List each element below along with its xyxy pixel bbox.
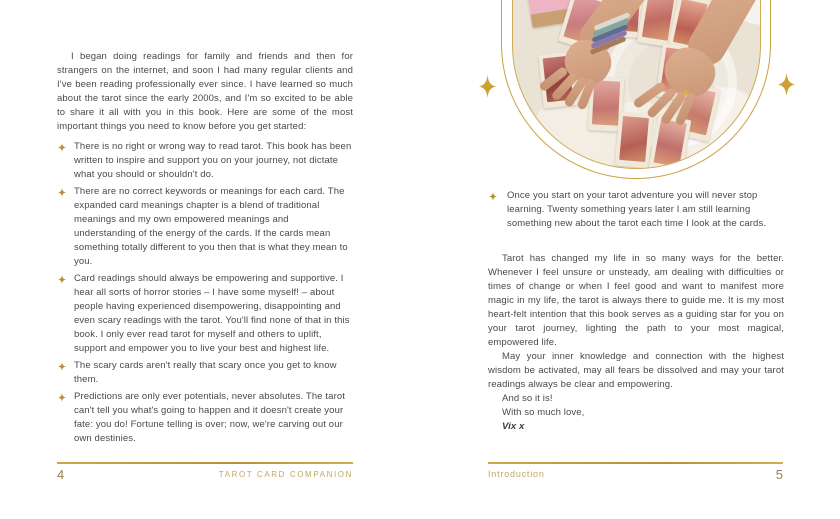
sparkle-bullet-icon xyxy=(58,362,66,376)
right-page-bullet xyxy=(488,189,784,231)
footer-rule xyxy=(57,462,353,464)
list-item-text: Predictions are only ever potentials, never absolutes. The tarot can't tell you what's going to happen and it doesn't create your fate: you do! Fortune telling is over; now, we're carving out our own destinies. xyxy=(74,391,346,444)
sparkle-bullet-icon xyxy=(489,192,497,206)
affirmation-line: And so it is! xyxy=(502,393,553,404)
signature: Vix x xyxy=(502,421,525,432)
page-number: 4 xyxy=(57,467,65,482)
page-number: 5 xyxy=(775,467,783,482)
sparkle-bullet-icon xyxy=(58,275,66,289)
sparkle-bullet-icon xyxy=(58,188,66,202)
sparkle-icon xyxy=(778,73,795,101)
footer-rule xyxy=(488,462,783,464)
chapter-label: Introduction xyxy=(488,469,545,479)
right-page-content xyxy=(488,252,784,434)
list-item-text: There are no correct keywords or meanings for each card. The expanded card meanings chapter is a blend of traditional meanings and my own empowered meanings and understanding of the energy of the cards. If the cards mean something totally different to you then that is what they mean to you. xyxy=(74,186,348,267)
running-title: TAROT CARD COMPANION xyxy=(218,470,353,479)
list-item xyxy=(57,359,353,387)
closing-line: With so much love, xyxy=(502,407,585,418)
sparkle-icon xyxy=(479,75,496,103)
list-item-text: The scary cards aren't really that scary once you get to know them. xyxy=(74,360,337,385)
intro-paragraph: I began doing readings for family and friends and then for strangers on the internet, and soon I had many regular clients and I've been reading professionally ever since. I have learned so much about the tarot since the early 2000s, and I'm so excited to be able to share it all with you in this book. Here are some of the most important things you need to know before you get started: xyxy=(57,51,353,132)
list-item xyxy=(57,390,353,446)
list-item xyxy=(57,272,353,356)
list-item xyxy=(57,140,353,182)
sparkle-bullet-icon xyxy=(58,393,66,407)
left-page-content xyxy=(57,50,353,449)
key-points-list xyxy=(57,140,353,446)
list-item-text: Card readings should always be empowering and supportive. I hear all sorts of horror stories – I have some myself! – about people having experienced disempowering, disappointing and even scary readings with the tarot. You'll find none of that in this book. I only ever read tarot for myself and others to uplift, support and empower you to live your best and highest life. xyxy=(74,273,350,354)
paragraph: May your inner knowledge and connection with the highest wisdom be activated, may all fears be dissolved and may your tarot readings always be clear and empowering. xyxy=(488,351,784,390)
tarot-card xyxy=(615,112,654,169)
list-item-text: There is no right or wrong way to read tarot. This book has been written to inspire and support you on your journey, not dictate what you should or shouldn't do. xyxy=(74,141,352,180)
paragraph: Tarot has changed my life in so many ways for the better. Whenever I feel unsure or unsteady, am dealing with difficulties or times of change or when I feel good and want to manifest more magic in my life, the tarot is always there to guide me. It is my most heart-felt intention that this book serves as a guiding star for you on your tarot journey, lighting the path to your most magical, empowered life. xyxy=(488,253,784,348)
list-item xyxy=(57,185,353,269)
list-item-text: Once you start on your tarot adventure you will never stop learning. Twenty something years later I am still learning something new about the tarot each time I look at the cards. xyxy=(507,190,767,229)
sparkle-bullet-icon xyxy=(58,143,66,157)
